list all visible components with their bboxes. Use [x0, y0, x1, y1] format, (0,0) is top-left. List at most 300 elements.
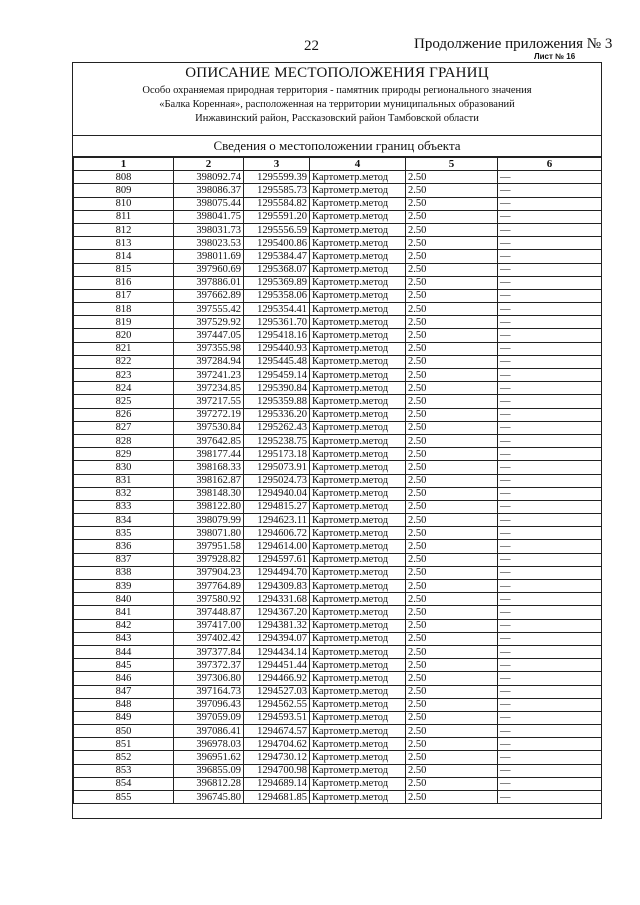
table-cell: 2.50	[406, 777, 498, 790]
table-cell: Картометр.метод	[310, 619, 406, 632]
table-row	[74, 580, 602, 593]
table-cell: 1294674.57	[244, 725, 310, 738]
table-row	[74, 764, 602, 777]
table-cell: 822	[74, 355, 174, 368]
table-cell: 1294309.83	[244, 580, 310, 593]
table-cell: —	[498, 184, 602, 197]
table-row	[74, 566, 602, 579]
table-row	[74, 263, 602, 276]
table-cell: 1294494.70	[244, 566, 310, 579]
table-cell: —	[498, 487, 602, 500]
table-cell: Картометр.метод	[310, 303, 406, 316]
table-cell: 2.50	[406, 448, 498, 461]
table-cell: 823	[74, 369, 174, 382]
table-cell: —	[498, 316, 602, 329]
table-cell: 398041.75	[174, 210, 244, 223]
table-cell: Картометр.метод	[310, 197, 406, 210]
table-row	[74, 434, 602, 447]
table-cell: —	[498, 751, 602, 764]
table-row	[74, 316, 602, 329]
table-cell: —	[498, 698, 602, 711]
table-cell: 2.50	[406, 276, 498, 289]
table-cell: 808	[74, 171, 174, 184]
table-cell: 1295556.59	[244, 223, 310, 236]
table-cell: Картометр.метод	[310, 487, 406, 500]
table-cell: 397642.85	[174, 434, 244, 447]
table-cell: 1295359.88	[244, 395, 310, 408]
table-cell: 2.50	[406, 514, 498, 527]
table-cell: 1295262.43	[244, 421, 310, 434]
table-cell: 398075.44	[174, 197, 244, 210]
table-cell: 837	[74, 553, 174, 566]
document-title: ОПИСАНИЕ МЕСТОПОЛОЖЕНИЯ ГРАНИЦ	[185, 65, 489, 81]
document-description	[73, 84, 601, 126]
table-cell: 1295024.73	[244, 474, 310, 487]
table-row	[74, 421, 602, 434]
table-cell: —	[498, 289, 602, 302]
table-cell: 836	[74, 540, 174, 553]
table-cell: —	[498, 303, 602, 316]
table-cell: Картометр.метод	[310, 382, 406, 395]
table-cell: Картометр.метод	[310, 645, 406, 658]
table-cell: Картометр.метод	[310, 369, 406, 382]
table-cell: —	[498, 434, 602, 447]
table-cell: 1294466.92	[244, 672, 310, 685]
table-cell: 1295336.20	[244, 408, 310, 421]
table-cell: 2.50	[406, 210, 498, 223]
table-row	[74, 408, 602, 421]
table-cell: 2.50	[406, 382, 498, 395]
table-row	[74, 342, 602, 355]
table-cell: —	[498, 276, 602, 289]
table-row	[74, 250, 602, 263]
table-cell: —	[498, 527, 602, 540]
table-row	[74, 448, 602, 461]
table-cell: 830	[74, 461, 174, 474]
table-cell: 1295073.91	[244, 461, 310, 474]
table-row	[74, 276, 602, 289]
table-cell: —	[498, 738, 602, 751]
table-cell: —	[498, 711, 602, 724]
table-cell: 1294940.04	[244, 487, 310, 500]
table-cell: 2.50	[406, 408, 498, 421]
table-cell: 1294689.14	[244, 777, 310, 790]
table-cell: —	[498, 210, 602, 223]
table-cell: 1295354.41	[244, 303, 310, 316]
table-cell: 842	[74, 619, 174, 632]
table-cell: 2.50	[406, 342, 498, 355]
column-header: 2	[174, 158, 244, 171]
table-cell: 398023.53	[174, 237, 244, 250]
table-row	[74, 711, 602, 724]
table-cell: 812	[74, 223, 174, 236]
table-cell: 1295238.75	[244, 434, 310, 447]
table-cell: 1295440.93	[244, 342, 310, 355]
table-cell: Картометр.метод	[310, 553, 406, 566]
table-cell: —	[498, 461, 602, 474]
section-title: Сведения о местоположении границ объекта	[73, 136, 601, 157]
table-cell: 840	[74, 593, 174, 606]
table-row	[74, 593, 602, 606]
table-cell: 1295599.39	[244, 171, 310, 184]
table-row	[74, 751, 602, 764]
table-cell: —	[498, 237, 602, 250]
table-cell: 1294815.27	[244, 500, 310, 513]
table-cell: 816	[74, 276, 174, 289]
table-cell: 398162.87	[174, 474, 244, 487]
table-cell: Картометр.метод	[310, 738, 406, 751]
table-cell: 1294593.51	[244, 711, 310, 724]
table-cell: 821	[74, 342, 174, 355]
table-row	[74, 487, 602, 500]
table-cell: 2.50	[406, 566, 498, 579]
table-cell: 2.50	[406, 329, 498, 342]
table-cell: 2.50	[406, 289, 498, 302]
table-cell: 2.50	[406, 263, 498, 276]
table-cell: Картометр.метод	[310, 764, 406, 777]
table-row	[74, 698, 602, 711]
table-cell: 2.50	[406, 685, 498, 698]
column-header: 6	[498, 158, 602, 171]
table-cell: —	[498, 540, 602, 553]
table-cell: 2.50	[406, 580, 498, 593]
table-cell: 817	[74, 289, 174, 302]
table-cell: —	[498, 369, 602, 382]
table-row	[74, 197, 602, 210]
table-cell: 1294331.68	[244, 593, 310, 606]
column-header: 3	[244, 158, 310, 171]
sheet-label: Лист № 16	[534, 52, 576, 61]
table-cell: 1295400.86	[244, 237, 310, 250]
table-cell: 846	[74, 672, 174, 685]
table-cell: 398177.44	[174, 448, 244, 461]
table-cell: Картометр.метод	[310, 527, 406, 540]
table-row	[74, 685, 602, 698]
table-cell: Картометр.метод	[310, 725, 406, 738]
table-cell: 2.50	[406, 171, 498, 184]
table-row	[74, 500, 602, 513]
table-cell: 1295585.73	[244, 184, 310, 197]
table-cell: —	[498, 448, 602, 461]
table-cell: 829	[74, 448, 174, 461]
table-cell: 2.50	[406, 659, 498, 672]
table-cell: 398011.69	[174, 250, 244, 263]
document-frame	[72, 62, 602, 819]
table-cell: 834	[74, 514, 174, 527]
table-cell: —	[498, 197, 602, 210]
table-cell: 2.50	[406, 237, 498, 250]
table-cell: 1295369.89	[244, 276, 310, 289]
table-cell: 397904.23	[174, 566, 244, 579]
table-cell: 826	[74, 408, 174, 421]
table-cell: 398086.37	[174, 184, 244, 197]
table-cell: 397164.73	[174, 685, 244, 698]
table-cell: 1295418.16	[244, 329, 310, 342]
table-cell: 397059.09	[174, 711, 244, 724]
table-cell: Картометр.метод	[310, 210, 406, 223]
table-cell: Картометр.метод	[310, 580, 406, 593]
table-row	[74, 791, 602, 804]
table-cell: Картометр.метод	[310, 474, 406, 487]
table-cell: 1294606.72	[244, 527, 310, 540]
table-cell: Картометр.метод	[310, 342, 406, 355]
table-cell: 397372.37	[174, 659, 244, 672]
table-cell: —	[498, 223, 602, 236]
table-cell: 1295173.18	[244, 448, 310, 461]
table-cell: 839	[74, 580, 174, 593]
table-row	[74, 738, 602, 751]
table-cell: Картометр.метод	[310, 408, 406, 421]
table-cell: 397241.23	[174, 369, 244, 382]
table-row	[74, 329, 602, 342]
column-header: 1	[74, 158, 174, 171]
table-cell: —	[498, 619, 602, 632]
table-cell: Картометр.метод	[310, 632, 406, 645]
table-cell: 849	[74, 711, 174, 724]
table-cell: 398071.80	[174, 527, 244, 540]
table-cell: 397928.82	[174, 553, 244, 566]
table-cell: Картометр.метод	[310, 791, 406, 804]
table-cell: 1294597.61	[244, 553, 310, 566]
table-cell: Картометр.метод	[310, 672, 406, 685]
table-cell: 2.50	[406, 316, 498, 329]
table-row	[74, 777, 602, 790]
table-cell: 397234.85	[174, 382, 244, 395]
table-cell: 811	[74, 210, 174, 223]
table-cell: 2.50	[406, 487, 498, 500]
description-line: Инжавинский район, Рассказовский район Тамбовской области	[195, 113, 479, 124]
table-cell: Картометр.метод	[310, 316, 406, 329]
table-cell: 396855.09	[174, 764, 244, 777]
table-cell: Картометр.метод	[310, 777, 406, 790]
table-cell: 2.50	[406, 250, 498, 263]
table-cell: 397355.98	[174, 342, 244, 355]
table-cell: 397886.01	[174, 276, 244, 289]
table-cell: 1295445.48	[244, 355, 310, 368]
table-cell: 397284.94	[174, 355, 244, 368]
table-cell: 2.50	[406, 553, 498, 566]
table-row	[74, 553, 602, 566]
table-cell: Картометр.метод	[310, 606, 406, 619]
table-cell: 2.50	[406, 540, 498, 553]
table-cell: 2.50	[406, 645, 498, 658]
table-cell: —	[498, 250, 602, 263]
table-row	[74, 210, 602, 223]
table-body	[74, 171, 602, 804]
table-cell: —	[498, 514, 602, 527]
table-cell: 398148.30	[174, 487, 244, 500]
table-cell: 838	[74, 566, 174, 579]
table-cell: 397580.92	[174, 593, 244, 606]
table-cell: 2.50	[406, 395, 498, 408]
table-cell: 1295384.47	[244, 250, 310, 263]
table-cell: 397529.92	[174, 316, 244, 329]
table-cell: 2.50	[406, 461, 498, 474]
page-number: 22	[304, 38, 319, 54]
table-cell: —	[498, 342, 602, 355]
table-row	[74, 725, 602, 738]
table-cell: —	[498, 566, 602, 579]
table-cell: 1294700.98	[244, 764, 310, 777]
table-row	[74, 395, 602, 408]
table-cell: 397096.43	[174, 698, 244, 711]
table-cell: Картометр.метод	[310, 434, 406, 447]
table-cell: —	[498, 553, 602, 566]
table-cell: 827	[74, 421, 174, 434]
table-cell: 2.50	[406, 223, 498, 236]
column-header: 5	[406, 158, 498, 171]
table-cell: 397448.87	[174, 606, 244, 619]
table-cell: 1294451.44	[244, 659, 310, 672]
table-cell: —	[498, 593, 602, 606]
table-cell: 828	[74, 434, 174, 447]
table-cell: 2.50	[406, 303, 498, 316]
table-cell: 1295358.06	[244, 289, 310, 302]
table-cell: 2.50	[406, 421, 498, 434]
table-cell: —	[498, 725, 602, 738]
table-cell: 855	[74, 791, 174, 804]
table-cell: 847	[74, 685, 174, 698]
table-cell: 398079.99	[174, 514, 244, 527]
table-cell: 398168.33	[174, 461, 244, 474]
table-cell: Картометр.метод	[310, 184, 406, 197]
table-cell: 2.50	[406, 751, 498, 764]
table-cell: 841	[74, 606, 174, 619]
table-cell: 1294381.32	[244, 619, 310, 632]
table-cell: 2.50	[406, 698, 498, 711]
description-line: Особо охраняемая природная территория - памятник природы регионального значения	[142, 85, 532, 96]
table-cell: 1294394.07	[244, 632, 310, 645]
table-cell: 1295591.20	[244, 210, 310, 223]
table-row	[74, 237, 602, 250]
table-cell: 1295390.84	[244, 382, 310, 395]
table-cell: Картометр.метод	[310, 593, 406, 606]
table-row	[74, 369, 602, 382]
table-row	[74, 645, 602, 658]
table-cell: 843	[74, 632, 174, 645]
table-cell: Картометр.метод	[310, 698, 406, 711]
table-cell: 852	[74, 751, 174, 764]
table-cell: —	[498, 685, 602, 698]
table-cell: 851	[74, 738, 174, 751]
table-cell: 1295459.14	[244, 369, 310, 382]
table-cell: Картометр.метод	[310, 500, 406, 513]
table-cell: 2.50	[406, 738, 498, 751]
table-cell: Картометр.метод	[310, 421, 406, 434]
table-cell: Картометр.метод	[310, 395, 406, 408]
table-row	[74, 540, 602, 553]
table-cell: Картометр.метод	[310, 711, 406, 724]
table-cell: 833	[74, 500, 174, 513]
table-cell: Картометр.метод	[310, 276, 406, 289]
table-cell: 2.50	[406, 632, 498, 645]
table-cell: 397555.42	[174, 303, 244, 316]
table-cell: Картометр.метод	[310, 329, 406, 342]
table-cell: 1294704.62	[244, 738, 310, 751]
table-cell: 2.50	[406, 369, 498, 382]
table-cell: 809	[74, 184, 174, 197]
table-cell: 1295368.07	[244, 263, 310, 276]
table-cell: 835	[74, 527, 174, 540]
table-cell: —	[498, 355, 602, 368]
table-cell: 397377.84	[174, 645, 244, 658]
table-cell: —	[498, 632, 602, 645]
table-cell: 2.50	[406, 355, 498, 368]
table-row	[74, 303, 602, 316]
table-cell: 397402.42	[174, 632, 244, 645]
table-cell: —	[498, 791, 602, 804]
table-cell: 2.50	[406, 672, 498, 685]
table-cell: 397960.69	[174, 263, 244, 276]
table-cell: Картометр.метод	[310, 250, 406, 263]
table-cell: 2.50	[406, 474, 498, 487]
table-cell: 1294434.14	[244, 645, 310, 658]
table-header-row	[74, 158, 602, 171]
table-cell: 2.50	[406, 725, 498, 738]
table-cell: 397086.41	[174, 725, 244, 738]
table-row	[74, 461, 602, 474]
table-cell: 396978.03	[174, 738, 244, 751]
table-cell: Картометр.метод	[310, 751, 406, 764]
table-cell: 810	[74, 197, 174, 210]
table-cell: —	[498, 171, 602, 184]
table-row	[74, 527, 602, 540]
continuation-title: Продолжение приложения № 3	[414, 36, 613, 52]
table-cell: 397447.05	[174, 329, 244, 342]
table-cell: 825	[74, 395, 174, 408]
table-cell: 813	[74, 237, 174, 250]
description-line: «Балка Коренная», расположенная на территории муниципальных образований	[159, 99, 515, 110]
table-cell: Картометр.метод	[310, 237, 406, 250]
table-cell: 814	[74, 250, 174, 263]
table-cell: 2.50	[406, 434, 498, 447]
table-cell: —	[498, 777, 602, 790]
table-cell: —	[498, 672, 602, 685]
table-cell: Картометр.метод	[310, 685, 406, 698]
table-cell: 1294623.11	[244, 514, 310, 527]
table-cell: 2.50	[406, 791, 498, 804]
table-cell: 397951.58	[174, 540, 244, 553]
table-cell: 396812.28	[174, 777, 244, 790]
table-row	[74, 474, 602, 487]
table-cell: Картометр.метод	[310, 514, 406, 527]
table-cell: 1294367.20	[244, 606, 310, 619]
table-cell: —	[498, 474, 602, 487]
table-cell: 397530.84	[174, 421, 244, 434]
table-cell: 1294681.85	[244, 791, 310, 804]
table-cell: 397272.19	[174, 408, 244, 421]
table-cell: 820	[74, 329, 174, 342]
table-cell: 2.50	[406, 593, 498, 606]
table-cell: 815	[74, 263, 174, 276]
table-cell: Картометр.метод	[310, 566, 406, 579]
table-cell: 818	[74, 303, 174, 316]
table-cell: 2.50	[406, 619, 498, 632]
table-cell: 2.50	[406, 711, 498, 724]
table-cell: 1294527.03	[244, 685, 310, 698]
table-cell: 397764.89	[174, 580, 244, 593]
table-cell: —	[498, 382, 602, 395]
table-cell: Картометр.метод	[310, 289, 406, 302]
table-cell: —	[498, 764, 602, 777]
table-row	[74, 672, 602, 685]
table-row	[74, 223, 602, 236]
table-cell: Картометр.метод	[310, 223, 406, 236]
column-header: 4	[310, 158, 406, 171]
table-cell: Картометр.метод	[310, 448, 406, 461]
table-cell: 397417.00	[174, 619, 244, 632]
table-cell: 398031.73	[174, 223, 244, 236]
